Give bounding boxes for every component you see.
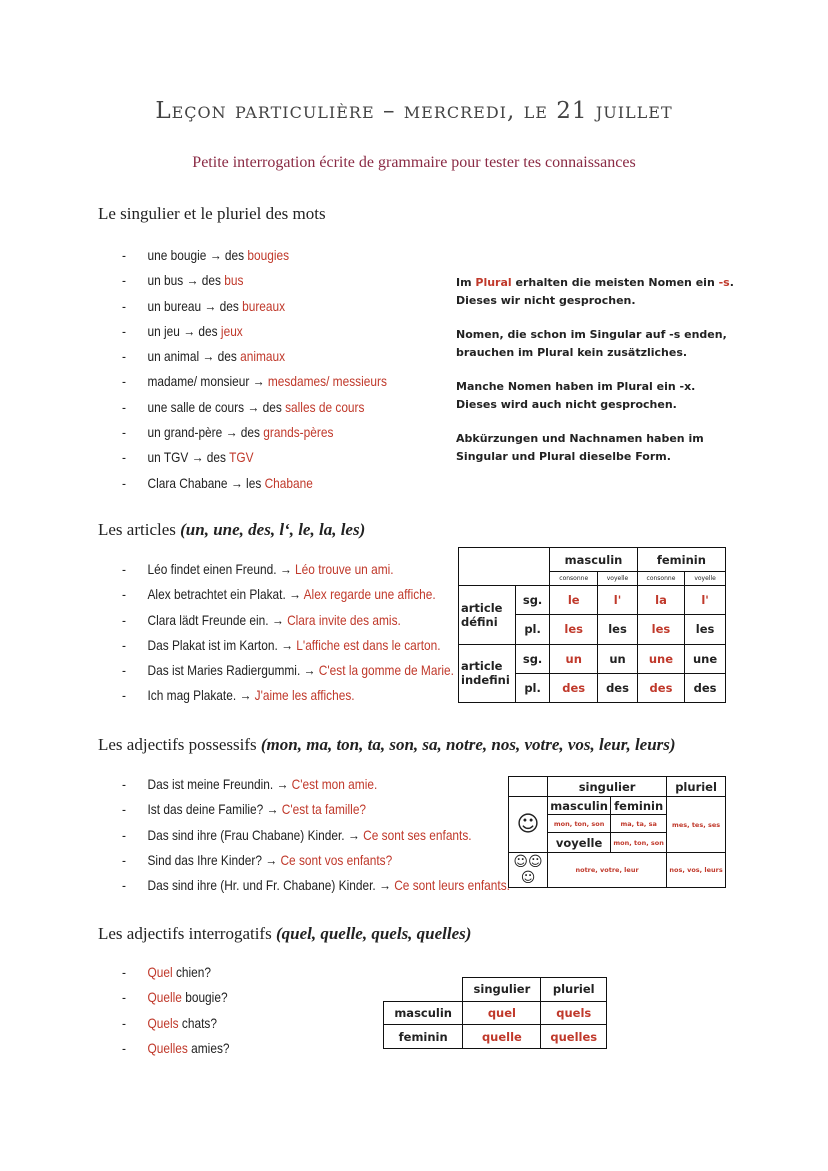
list-item: - un bus → des bus [122, 272, 244, 289]
text: feminin [637, 548, 725, 572]
text: voyelle [598, 572, 638, 586]
list-item: - un jeu → des jeux [122, 322, 243, 339]
list-item: - Quels chats? [122, 1014, 217, 1031]
text: pluriel [541, 978, 607, 1002]
text: ma, ta, sa [611, 815, 667, 833]
list-item: - Ich mag Plakate. → J'aime les affiches. [122, 687, 355, 704]
text: Ce sont ses enfants. [363, 826, 472, 843]
text: madame/ monsieur → [147, 373, 268, 390]
text: un jeu → des [147, 322, 221, 339]
text: Alex regarde une affiche. [303, 586, 436, 603]
text: L'affiche est dans le carton. [296, 636, 441, 653]
text: Das ist meine Freundin. → [147, 776, 292, 792]
text: des [637, 673, 684, 702]
text: mesdames/ messieurs [267, 373, 387, 390]
plural-list [122, 243, 387, 496]
list-item: - Das sind ihre (Hr. und Fr. Chabane) Kinder. → Ce sont leurs enfants. [122, 877, 510, 894]
section-heading-interrogatives [98, 924, 471, 944]
list-item: - un TGV → des TGV [122, 449, 254, 466]
text: masculin [548, 797, 611, 815]
text: bougies [247, 247, 290, 263]
list-item: - Quelles amies? [122, 1039, 230, 1056]
text: un animal → des [147, 348, 241, 365]
text: des [685, 673, 726, 702]
list-item: - une salle de cours → des salles de cours [122, 398, 365, 415]
text: mon, ton, son [611, 833, 667, 853]
text: article indefini [459, 644, 516, 703]
text: consonne [550, 572, 598, 586]
text: un grand-père → des [147, 424, 264, 441]
interrogatives-table [383, 977, 607, 1049]
text: quelle [463, 1025, 541, 1049]
text: C'est la gomme de Marie. [318, 662, 454, 679]
section-heading-plural: Le singulier et le pluriel des mots [98, 204, 326, 223]
list-item: - un grand-père → des grands-pères [122, 424, 334, 441]
text: pl. [516, 673, 550, 702]
text: Clara Chabane → les [147, 474, 265, 491]
list-item: - Quel chien? [122, 964, 212, 980]
text: singulier [463, 978, 541, 1002]
text: une [637, 644, 684, 673]
text: mon, ton, son [548, 815, 611, 833]
text: un bus → des [147, 272, 225, 289]
text: Les adjectifs interrogatifs [98, 924, 276, 943]
text: Plural [475, 276, 512, 289]
articles-list [122, 557, 454, 709]
text: des [550, 673, 598, 702]
interrogatives-list [122, 960, 230, 1061]
text: (mon, ma, ton, ta, son, sa, notre, nos, votre, vos, leur, leurs) [260, 735, 676, 754]
list-item: - Das sind ihre (Frau Chabane) Kinder. → Ce sont ses enfants. [122, 826, 472, 843]
text: jeux [220, 322, 243, 339]
list-item: - Clara lädt Freunde ein. → Clara invite des amis. [122, 611, 401, 628]
text: article défini [459, 586, 516, 645]
plural-notes [456, 274, 746, 482]
text: consonne [637, 572, 684, 586]
text: un TGV → des [147, 449, 230, 466]
text: Das sind ihre (Hr. und Fr. Chabane) Kinder. → [147, 877, 395, 894]
possessives-table [508, 776, 726, 888]
text: sg. [516, 644, 550, 673]
text: J'aime les affiches. [254, 687, 355, 704]
text: mes, tes, ses [667, 797, 726, 853]
text: les [598, 615, 638, 644]
text: chats? [178, 1014, 217, 1031]
text: Ce sont vos enfants? [280, 851, 393, 868]
text: les [685, 615, 726, 644]
text: Sind das Ihre Kinder? → [147, 851, 281, 868]
people-plural-icon: ☺☺☺ [509, 853, 548, 888]
list-item: - Quelle bougie? [122, 989, 228, 1006]
text: animaux [240, 348, 286, 365]
text: bureaux [242, 297, 286, 314]
text: C'est mon amie. [291, 776, 378, 792]
page-title: Leçon particulière – mercredi, le 21 juillet [155, 98, 673, 124]
text: sg. [516, 586, 550, 615]
text: Das ist Maries Radiergummi. → [147, 662, 319, 679]
text: Quelles [147, 1039, 188, 1056]
text: le [550, 586, 598, 615]
list-item: - Léo findet einen Freund. → Léo trouve un ami. [122, 561, 394, 577]
text: Nomen, die schon im Singular auf -s enden, brauchen im Plural kein zusätzliches. [456, 328, 727, 359]
person-singular-icon: ☺ [509, 797, 548, 853]
section-heading-articles [98, 520, 365, 540]
text: masculin [550, 548, 638, 572]
text: Quel [147, 964, 173, 980]
text: feminin [384, 1025, 463, 1049]
text: Les articles [98, 520, 181, 539]
text: TGV [229, 449, 254, 466]
list-item: - Alex betrachtet ein Plakat. → Alex regarde une affiche. [122, 586, 436, 603]
text: C'est ta famille? [281, 801, 367, 818]
page-subtitle: Petite interrogation écrite de grammaire pour tester tes connaissances [192, 154, 636, 171]
list-item: - Sind das Ihre Kinder? → Ce sont vos enfants? [122, 851, 393, 868]
text: une [685, 644, 726, 673]
text: notre, votre, leur [548, 853, 667, 888]
list-item: - madame/ monsieur → mesdames/ messieurs [122, 373, 387, 390]
text: Quelle [147, 989, 182, 1006]
text: une salle de cours → des [147, 398, 286, 415]
text: . [729, 276, 734, 289]
text: Ist das deine Familie? → [147, 801, 282, 818]
text: Les adjectifs possessifs [98, 735, 261, 754]
text: des [598, 673, 638, 702]
text: quelles [541, 1025, 607, 1049]
text: un [550, 644, 598, 673]
text: quel [463, 1001, 541, 1025]
list-item: - Das ist meine Freundin. → C'est mon amie. [122, 776, 378, 792]
list-item: - un bureau → des bureaux [122, 297, 286, 314]
text: voyelle [685, 572, 726, 586]
text: Abkürzungen und Nachnamen haben im Singular und Plural dieselbe Form. [456, 432, 704, 463]
text: grands-pères [263, 424, 334, 441]
text: erhalten die meisten Nomen ein [511, 276, 719, 289]
text: Clara invite des amis. [287, 611, 401, 628]
text: les [637, 615, 684, 644]
text: (un, une, des, l‘, le, la, les) [180, 520, 366, 539]
text: Clara lädt Freunde ein. → [147, 611, 288, 628]
text: Léo trouve un ami. [295, 561, 394, 577]
text: l' [598, 586, 638, 615]
text: bus [224, 272, 244, 289]
text: Léo findet einen Freund. → [147, 561, 296, 577]
text: singulier [548, 777, 667, 797]
text: Das Plakat ist im Karton. → [147, 636, 297, 653]
list-item: - Clara Chabane → les Chabane [122, 474, 313, 491]
text: la [637, 586, 684, 615]
text: Chabane [264, 474, 313, 491]
text: masculin [384, 1001, 463, 1025]
text: les [550, 615, 598, 644]
text: salles de cours [285, 398, 365, 415]
text: un bureau → des [147, 297, 243, 314]
text: Dieses wir nicht gesprochen. [456, 293, 636, 307]
text: (quel, quelle, quels, quelles) [275, 924, 472, 943]
possessives-list [122, 772, 510, 898]
list-item: - Das Plakat ist im Karton. → L'affiche est dans le carton. [122, 636, 441, 653]
text: nos, vos, leurs [667, 853, 726, 888]
text: l' [685, 586, 726, 615]
text: bougie? [181, 989, 228, 1006]
list-item: - une bougie → des bougies [122, 247, 290, 263]
text: chien? [172, 964, 212, 980]
text: Manche Nomen haben im Plural ein -x. Dieses wird auch nicht gesprochen. [456, 380, 696, 411]
text: Ce sont leurs enfants. [394, 877, 510, 894]
list-item: - Das ist Maries Radiergummi. → C'est la gomme de Marie. [122, 662, 454, 679]
text: Alex betrachtet ein Plakat. → [147, 586, 304, 603]
text: Quels [147, 1014, 179, 1031]
text: Im [456, 276, 476, 289]
articles-table [458, 547, 726, 703]
text: quels [541, 1001, 607, 1025]
text: Ich mag Plakate. → [147, 687, 255, 704]
section-heading-possessives [98, 735, 676, 755]
text: pluriel [667, 777, 726, 797]
text: -s [718, 276, 730, 289]
text: un [598, 644, 638, 673]
list-item: - Ist das deine Familie? → C'est ta famille? [122, 801, 367, 818]
text: amies? [187, 1039, 230, 1056]
text: voyelle [548, 833, 611, 853]
text: pl. [516, 615, 550, 644]
text: une bougie → des [147, 247, 248, 263]
text: Das sind ihre (Frau Chabane) Kinder. → [147, 826, 364, 843]
text: feminin [611, 797, 667, 815]
list-item: - un animal → des animaux [122, 348, 286, 365]
